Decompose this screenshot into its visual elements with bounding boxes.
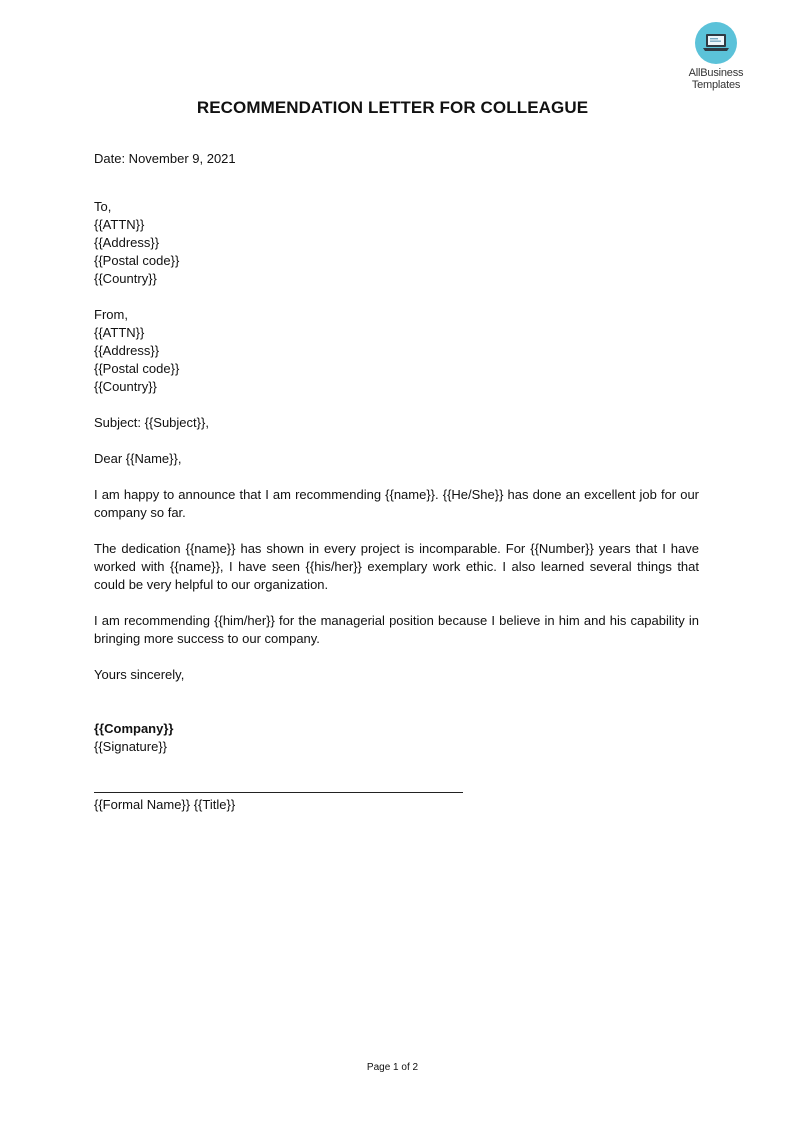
letter-date: Date: November 9, 2021 bbox=[94, 151, 236, 166]
body-paragraph-1: I am happy to announce that I am recommending {{name}}. {{He/She}} has done an excellent job for our company so far. bbox=[94, 487, 699, 520]
body-paragraph-2: The dedication {{name}} has shown in every project is incomparable. For {{Number}} years that I have worked with {{name}}, I have seen {{his/her}} exemplary work ethic. I also learned several things that could be very helpful to our organization. bbox=[94, 541, 699, 592]
company-name: {{Company}} bbox=[94, 721, 174, 736]
page-number: Page 1 of 2 bbox=[366, 1062, 419, 1073]
formal-name-title: {{Formal Name}} {{Title}} bbox=[94, 797, 236, 812]
sender-postal-code: {{Postal code}} bbox=[94, 361, 180, 376]
recipient-label: To, bbox=[94, 199, 112, 214]
sender-label: From, bbox=[94, 307, 128, 322]
logo-text bbox=[676, 67, 756, 91]
letter-title: RECOMMENDATION LETTER FOR COLLEAGUE bbox=[196, 98, 589, 117]
sender-block bbox=[94, 306, 699, 396]
logo-line-1: AllBusiness bbox=[688, 67, 744, 79]
allbusiness-templates-logo bbox=[676, 22, 756, 91]
signature-spacer bbox=[94, 684, 699, 720]
recipient-attn: {{ATTN}} bbox=[94, 217, 145, 232]
signature-placeholder: {{Signature}} bbox=[94, 739, 168, 754]
recipient-address: {{Address}} bbox=[94, 235, 160, 250]
signature-line bbox=[94, 792, 463, 793]
logo-badge bbox=[695, 22, 737, 64]
letter-subject: Subject: {{Subject}}, bbox=[94, 415, 209, 430]
recipient-postal-code: {{Postal code}} bbox=[94, 253, 180, 268]
letter-greeting: Dear {{Name}}, bbox=[94, 451, 182, 466]
sender-attn: {{ATTN}} bbox=[94, 325, 145, 340]
sender-address: {{Address}} bbox=[94, 343, 160, 358]
letter-closing: Yours sincerely, bbox=[94, 667, 185, 682]
laptop-icon bbox=[695, 22, 737, 64]
letter-body bbox=[94, 150, 699, 814]
recipient-block bbox=[94, 198, 699, 288]
body-paragraph-3: I am recommending {{him/her}} for the managerial position because I believe in him and his capability in bringing more success to our company. bbox=[94, 613, 699, 646]
recipient-country: {{Country}} bbox=[94, 271, 157, 286]
logo-line-2: Templates bbox=[691, 79, 741, 91]
sender-country: {{Country}} bbox=[94, 379, 157, 394]
